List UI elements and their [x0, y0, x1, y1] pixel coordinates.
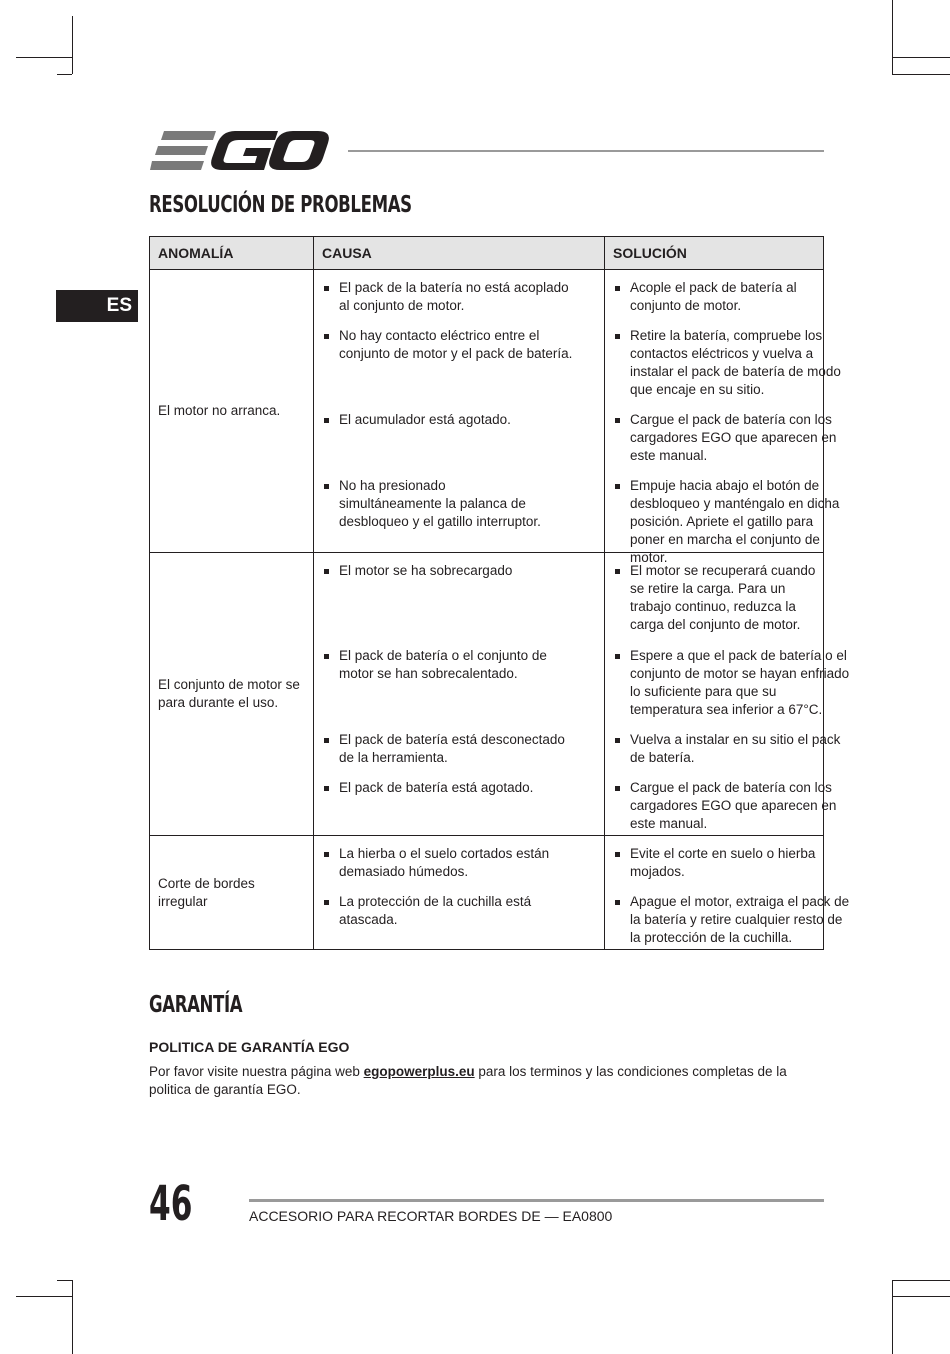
solution-cell: [605, 836, 850, 950]
page-number: 46: [149, 1176, 193, 1232]
crop-mark: [892, 57, 950, 58]
header-rule: [348, 150, 824, 152]
warranty-text-after: para los terminos y las condiciones completas de la politica de garantía EGO.: [149, 1064, 787, 1097]
cause-item: El acumulador está agotado.: [314, 411, 588, 429]
solution-item: Acople el pack de batería al conjunto de motor.: [605, 279, 857, 315]
solution-item: Vuelva a instalar en su sitio el pack de batería.: [605, 731, 857, 767]
crop-mark: [16, 1296, 72, 1297]
warranty-text: [149, 1063, 825, 1099]
table-header-row: [150, 237, 824, 270]
warranty-link[interactable]: egopowerplus.eu: [363, 1064, 475, 1079]
cause-item: El motor se ha sobrecargado: [314, 562, 588, 580]
solution-item: Espere a que el pack de batería o el conjunto de motor se hayan enfriado lo suficiente para que su temperatura sea inferior a 67°C.: [605, 647, 857, 719]
solution-item: Empuje hacia abajo el botón de desbloqueo y manténgalo en dicha posición. Apriete el gatillo para poner en marcha el conjunto de motor.: [605, 477, 857, 567]
cause-item: El pack de batería está desconectado de la herramienta.: [314, 731, 588, 767]
cause-item: El pack de batería está agotado.: [314, 779, 588, 797]
column-header-anomaly: ANOMALÍA: [150, 237, 314, 270]
crop-mark: [57, 1280, 72, 1281]
language-tab: ES: [56, 290, 138, 322]
solution-item: Retire la batería, compruebe los contactos eléctricos y vuelva a instalar el pack de batería de modo que encaje en su sitio.: [605, 327, 857, 399]
warranty-text-before: Por favor visite nuestra página web: [149, 1064, 364, 1079]
cause-item: No ha presionado simultáneamente la palanca de desbloqueo y el gatillo interruptor.: [314, 477, 554, 531]
crop-mark: [892, 1296, 950, 1297]
solution-item: Evite el corte en suelo o hierba mojados.: [605, 845, 857, 881]
crop-mark: [72, 16, 73, 74]
footer-text: ACCESORIO PARA RECORTAR BORDES DE — EA0800: [249, 1208, 613, 1224]
crop-mark: [892, 1280, 950, 1281]
anomaly-cell: El conjunto de motor se para durante el uso.: [150, 553, 314, 836]
section-title-warranty: GARANTÍA: [149, 992, 243, 1018]
crop-mark: [892, 1280, 893, 1354]
column-header-cause: CAUSA: [314, 237, 605, 270]
solution-item: Cargue el pack de batería con los cargadores EGO que aparecen en este manual.: [605, 779, 857, 833]
cause-cell: [314, 836, 605, 950]
solution-cell: [605, 553, 850, 836]
cause-cell: [314, 270, 605, 553]
cause-item: El pack de la batería no está acoplado al conjunto de motor.: [314, 279, 588, 315]
table-row: [150, 270, 824, 553]
anomaly-cell: Corte de bordes irregular: [150, 836, 314, 950]
anomaly-cell: El motor no arranca.: [150, 270, 314, 553]
table-row: [150, 553, 824, 836]
column-header-solution: SOLUCIÓN: [605, 237, 824, 270]
ego-logo: [150, 128, 332, 174]
cause-cell: [314, 553, 605, 836]
crop-mark: [16, 57, 72, 58]
solution-item: Cargue el pack de batería con los cargadores EGO que aparecen en este manual.: [605, 411, 857, 465]
solution-cell: [605, 270, 841, 565]
crop-mark: [892, 74, 950, 75]
warranty-subtitle: POLITICA DE GARANTÍA EGO: [149, 1039, 350, 1055]
cause-item: La protección de la cuchilla está atascada.: [314, 893, 588, 929]
crop-mark: [72, 1280, 73, 1354]
cause-item: No hay contacto eléctrico entre el conjunto de motor y el pack de batería.: [314, 327, 588, 363]
table-row: [150, 836, 824, 950]
cause-item: La hierba o el suelo cortados están demasiado húmedos.: [314, 845, 574, 881]
cause-item: El pack de batería o el conjunto de motor se han sobrecalentado.: [314, 647, 588, 683]
crop-mark: [57, 74, 72, 75]
troubleshooting-table: [149, 236, 850, 950]
solution-item: Apague el motor, extraiga el pack de la batería y retire cualquier resto de la protección de la cuchilla.: [605, 893, 857, 947]
section-title-troubleshooting: RESOLUCIÓN DE PROBLEMAS: [149, 192, 412, 218]
footer-rule: [249, 1199, 824, 1202]
crop-mark: [892, 0, 893, 74]
solution-item: El motor se recuperará cuando se retire la carga. Para un trabajo continuo, reduzca la carga del conjunto de motor.: [605, 562, 835, 634]
